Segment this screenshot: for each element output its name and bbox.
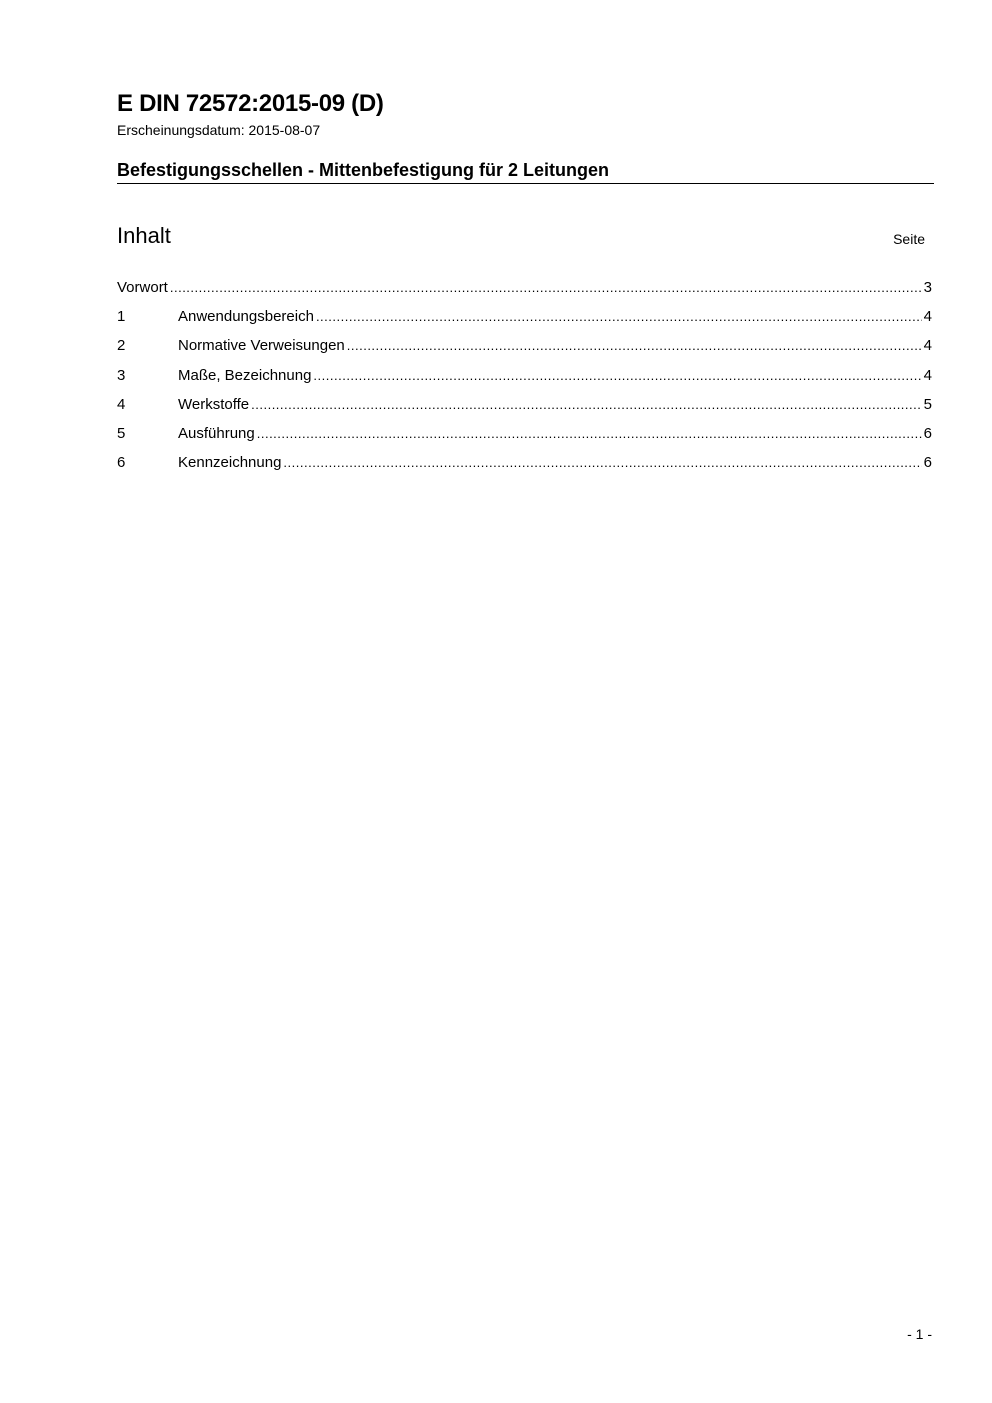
toc-entry-3[interactable]: [117, 367, 932, 396]
release-date: Erscheinungsdatum: 2015-08-07: [117, 122, 321, 138]
toc-entry-page: 6: [923, 424, 932, 442]
toc-entry-number: 2: [117, 337, 126, 355]
toc-entry-page: 4: [923, 337, 932, 355]
toc-entry-title: Normative Verweisungen: [178, 337, 345, 355]
toc-dot-leader: [251, 396, 922, 414]
toc-entry-number: 5: [117, 424, 126, 442]
toc-page-label: Seite: [893, 231, 925, 247]
toc-heading: Inhalt: [117, 223, 171, 248]
toc-dot-leader: [170, 279, 922, 297]
document-title: Befestigungsschellen - Mittenbefestigung für 2 Leitungen: [117, 160, 610, 180]
toc-entry-title: Kennzeichnung: [178, 454, 282, 472]
title-divider: [117, 183, 934, 184]
toc-entry-number: 3: [117, 366, 126, 384]
document-id: E DIN 72572:2015-09 (D): [117, 90, 384, 117]
page-number: - 1 -: [907, 1326, 932, 1342]
toc-entry-1[interactable]: [117, 308, 932, 337]
toc-entry-vorwort[interactable]: [117, 279, 932, 308]
toc-entry-page: 3: [923, 279, 932, 296]
toc-entry-5[interactable]: [117, 425, 932, 454]
toc-dot-leader: [316, 308, 922, 326]
toc-entry-number: 4: [117, 395, 126, 413]
toc-entry-page: 5: [923, 395, 932, 413]
toc-entry-2[interactable]: [117, 337, 932, 366]
toc-entry-page: 6: [923, 454, 932, 472]
toc-entry-number: 6: [117, 454, 126, 472]
toc-dot-leader: [347, 337, 922, 355]
toc-entry-title: Vorwort: [117, 279, 168, 296]
table-of-contents: [117, 279, 932, 483]
toc-entry-4[interactable]: [117, 396, 932, 425]
toc-dot-leader: [313, 367, 921, 385]
toc-dot-leader: [257, 425, 922, 443]
toc-dot-leader: [283, 454, 921, 472]
toc-entry-6[interactable]: [117, 454, 932, 483]
toc-entry-title: Ausführung: [178, 424, 255, 442]
toc-entry-title: Werkstoffe: [178, 395, 250, 413]
toc-entry-page: 4: [923, 366, 932, 384]
toc-entry-number: 1: [117, 308, 126, 326]
toc-entry-title: Maße, Bezeichnung: [178, 366, 312, 384]
toc-entry-page: 4: [923, 308, 932, 326]
toc-entry-title: Anwendungsbereich: [178, 308, 314, 326]
